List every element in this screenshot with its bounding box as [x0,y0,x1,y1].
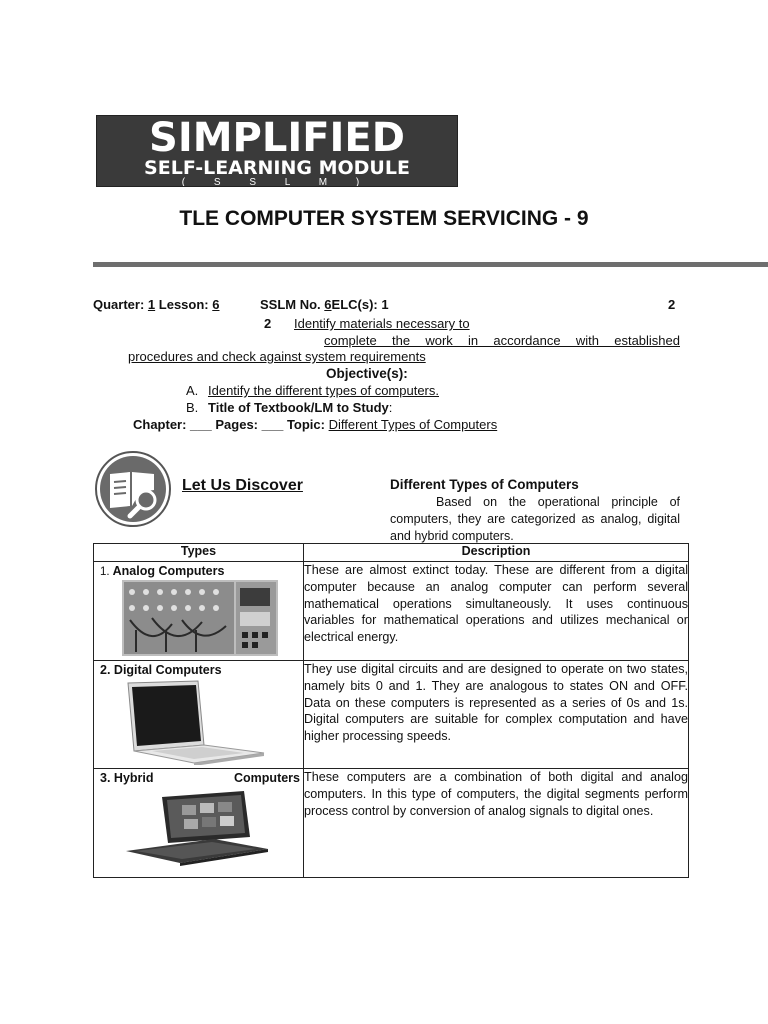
row2-number: 2. [100,663,111,677]
row1-number: 1. [100,566,110,578]
number-left: 2 [264,316,272,331]
row1-description: These are almost extinct today. These are different from a digital computer because an analog computer can perform several mathematical operations simultaneously. It uses continuous variables for mathematical operations and utilizes mechanical or electrical energy. [304,562,689,661]
sslm-label: SSLM No. [260,297,321,312]
pages-label: Pages: ___ [215,417,284,432]
laptop-image [122,679,272,765]
row1-type-name: Analog Computers [112,564,225,578]
objective-b-colon: : [388,400,393,415]
type-cell-hybrid [94,769,304,878]
banner-line2: SELF-LEARNING MODULE [144,157,410,179]
number-right: 2 [668,297,676,312]
table-row [94,562,689,661]
chapter-label: Chapter: ___ [133,417,212,432]
table-header-row [94,544,689,562]
elc-text-line2: complete the work in accordance with established [324,333,680,348]
type-cell-digital [94,661,304,769]
hybrid-tablet-image [122,787,272,867]
table-row [94,661,689,769]
row2-description: They use digital circuits and are designed to operate on two states, namely bits 0 and 1. They are analogous to states ON and OFF. Data on these computers is represented as a series of 0s and 1s. Digital computers are suitable for complex computation and have higher processing speeds. [304,661,689,769]
objectives-heading: Objective(s): [326,366,408,381]
table-row [94,769,689,878]
title-divider [93,262,768,267]
objective-b-marker: B. [186,400,199,415]
quarter-label: Quarter: [93,297,145,312]
row3-type-name-b: Computers [234,771,300,785]
sslm-line [260,297,389,313]
type-cell-analog [94,562,304,661]
page-title: TLE COMPUTER SYSTEM SERVICING - 9 [179,207,589,230]
header-types: Types [94,544,304,562]
sslm-value: 6 [324,297,332,312]
row3-number: 3. [100,771,111,785]
banner-line1: SIMPLIFIED [149,115,405,161]
analog-computer-image [122,580,278,656]
elc-label: ELC(s): 1 [331,297,389,312]
objective-a-marker: A. [186,383,199,398]
lesson-value: 6 [212,297,220,312]
quarter-value: 1 [147,297,156,312]
meta-line [93,297,219,313]
elc-text-line3: procedures and check against system requirements [128,349,426,364]
topic-value: Different Types of Computers [328,417,498,432]
row3-description: These computers are a combination of both digital and analog computers. In this type of computers, the digital segments perform process control by conversion of analog signals to digital ones. [304,769,689,878]
sslm-banner-logo [96,115,458,187]
header-description: Description [304,544,689,562]
section-heading: Different Types of Computers [390,477,579,492]
elc-text-line1: Identify materials necessary to [294,316,470,331]
section-intro: Based on the operational principle of computers, they are categorized as analog, digital and hybrid computers. [390,495,680,543]
computer-types-table [93,543,689,878]
row3-type-name-a: Hybrid [113,771,154,785]
topic-label: Topic: [286,417,325,432]
book-magnifier-icon [94,450,172,528]
let-us-discover-heading: Let Us Discover [182,477,303,494]
lesson-label: Lesson: [158,297,209,312]
objective-a-text: Identify the different types of computers. [208,383,439,398]
banner-line3: ( S S L M ) [181,177,373,187]
row2-type-name: Digital Computers [113,663,222,677]
objective-b [208,400,392,416]
objective-b-text: Title of Textbook/LM to Study [208,400,389,415]
chapter-line [133,417,497,433]
